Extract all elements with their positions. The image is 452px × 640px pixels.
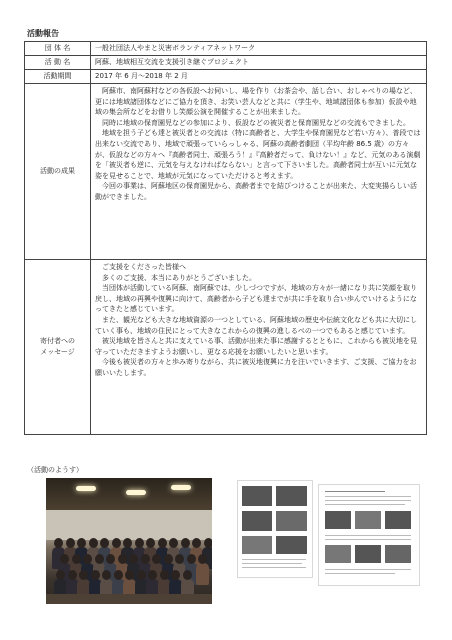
message-body [91, 260, 427, 435]
person-head [72, 554, 81, 564]
doc-text-line [325, 491, 385, 492]
person-head [198, 554, 207, 564]
doc-text-line [325, 496, 411, 497]
person-head [77, 538, 86, 548]
doc-photo [355, 511, 381, 529]
report-heading: 活動報告 [27, 29, 59, 38]
ceiling-lamp [126, 490, 146, 495]
message-paragraph: また、観光なども大きな地域資源の一つとしている、阿蘇地域の歴史や伝統文化なども共に大切にしていく事も、地域の住民にとって大きなこれからの復興の進しるべの一つでもあると感じています。 [95, 315, 417, 335]
doc-photo [276, 486, 307, 506]
person-head [106, 554, 115, 564]
row-organization [25, 42, 427, 56]
doc-text-line [325, 569, 411, 570]
person-head [123, 538, 132, 548]
person-head [125, 570, 134, 580]
person-head [79, 570, 88, 580]
doc-photo [385, 511, 411, 529]
results-paragraph: 阿蘇市、南阿蘇村などの各仮設へお伺いし、場を作り（お茶会や、話し合い、おしゃべりの場など、更には地域諸団体などにご協力を頂き、お笑い芸人などと共に（学生や、地域諸団体も参加）仮設や地域の集会所などをお借りし笑顔公演を開催することが出来ました。 [95, 87, 417, 117]
row-donor-message [25, 260, 427, 435]
person-head [135, 538, 144, 548]
doc-photo [276, 511, 307, 531]
group-photo [46, 478, 212, 604]
person-head [129, 554, 138, 564]
doc-photo [242, 511, 272, 531]
doc-text-line [325, 573, 395, 574]
doc-photo [242, 486, 272, 506]
doc-text-line [242, 559, 306, 560]
person-head [54, 538, 63, 548]
person-head [164, 554, 173, 564]
person-head [148, 570, 157, 580]
doc-text-line [325, 535, 411, 536]
person-head [114, 570, 123, 580]
person-head [204, 538, 213, 548]
value-organization: 一般社団法人やまと災害ボランティアネットワーク [91, 42, 427, 56]
photo-floor [46, 594, 212, 604]
label-activity-period: 活動期間 [25, 70, 91, 84]
photo-caption: （活動のようす） [27, 466, 83, 474]
person-head [118, 554, 127, 564]
doc-text-line [242, 563, 302, 564]
person-head [89, 538, 98, 548]
ceiling-lamp [76, 486, 96, 491]
doc-text-line [325, 539, 411, 540]
label-results: 活動の成果 [25, 84, 91, 260]
person-head [175, 554, 184, 564]
ceiling-lamp [171, 485, 191, 490]
doc-photo [325, 511, 351, 529]
results-paragraph: 地域を担う子ども達と被災者との交流は（特に高齢者と、大学生や保育園児など若い方々）、普段では出来ない交流であり、地域で頑張っていらっしゃる、阿蘇の高齢者劇団（平均年齢 86.5 歳）の方々が、仮設などの方々へ『高齢者同士、頑張ろう！』『高齢者だって、負けない！』など、元気のある演劇を「被災者も逆に、元気を与えなければならない」と言って下さいました。高齢者同士が互いに元気な姿を見せることで、地域が元気になっていただけると考えます。 [95, 129, 421, 180]
results-paragraph: 同時に地域の保育園児などの参加により、仮設などの被災者と保育園児などの交流もできました。 [102, 118, 410, 127]
person-head [192, 538, 201, 548]
doc-photo [242, 536, 272, 554]
person-head [171, 570, 180, 580]
person-head [160, 570, 169, 580]
person-head [183, 570, 192, 580]
row-results [25, 84, 427, 260]
person-head [181, 538, 190, 548]
doc-photo [385, 545, 411, 563]
person-head [95, 554, 104, 564]
person-head [141, 554, 150, 564]
person-body [196, 563, 209, 585]
message-paragraph: 多くのご支援、本当にありがとうございました。 [102, 273, 256, 282]
message-paragraph: 今後も被災者の方々と歩み寄りながら、共に被災地復興に力を注いでいきます、ご支援、ご協力をお願いいたします。 [95, 358, 417, 377]
doc-photo [355, 545, 381, 563]
person-head [56, 570, 65, 580]
value-activity-name: 阿蘇、地域相互交流を支援引き継ぐプロジェクト [91, 56, 427, 70]
person-head [187, 554, 196, 564]
person-head [66, 538, 75, 548]
person-head [158, 538, 167, 548]
report-table [24, 41, 427, 435]
person-head [91, 570, 100, 580]
row-activity-period [25, 70, 427, 84]
label-organization: 団 体 名 [25, 42, 91, 56]
person-head [102, 570, 111, 580]
document-thumbnail-left [237, 480, 313, 578]
person-head [152, 554, 161, 564]
message-paragraph: 当団体が活動している阿蘇、南阿蘇では、少しづつですが、地域の方々が一緒になり共に笑顔を取り戻し、地域の再興や復興に向けて、高齢者から子ども達までが共に手を取り合い歩んでいけるようになってきたと感じています。 [95, 284, 417, 314]
label-donor-message-line2: メッセージ [40, 348, 75, 356]
value-activity-period: 2017 年 6 月〜2018 年 2 月 [91, 70, 427, 84]
results-body [91, 84, 427, 260]
label-activity-name: 活 動 名 [25, 56, 91, 70]
message-greeting: ご支援をくださった皆様へ [102, 263, 186, 271]
photo-crowd [50, 536, 208, 596]
person-head [68, 570, 77, 580]
doc-photo [276, 536, 307, 554]
results-paragraph: 今回の事業は、阿蘇地区の保育園児から、高齢者までを結びつけることが出来た、大変実揚らしい活動ができました。 [95, 182, 417, 201]
message-paragraph: 被災地域を皆さんと共に支えている事、活動が出来た事に感謝するとともに、これからも被災地を見守っていただきますようお願いし、更なる応援をお願いしたいと思います。 [95, 337, 417, 356]
doc-text-line [242, 567, 306, 568]
person-head [169, 538, 178, 548]
doc-text-line [325, 504, 405, 505]
person-head [60, 554, 69, 564]
label-donor-message [25, 260, 91, 435]
person-head [112, 538, 121, 548]
person-head [83, 554, 92, 564]
label-donor-message-line1: 寄付者への [40, 337, 75, 346]
person-head [137, 570, 146, 580]
document-thumbnail-right [318, 484, 420, 586]
person-head [100, 538, 109, 548]
person-head [146, 538, 155, 548]
row-activity-name [25, 56, 427, 70]
doc-text-line [325, 500, 411, 501]
doc-photo [325, 545, 351, 563]
